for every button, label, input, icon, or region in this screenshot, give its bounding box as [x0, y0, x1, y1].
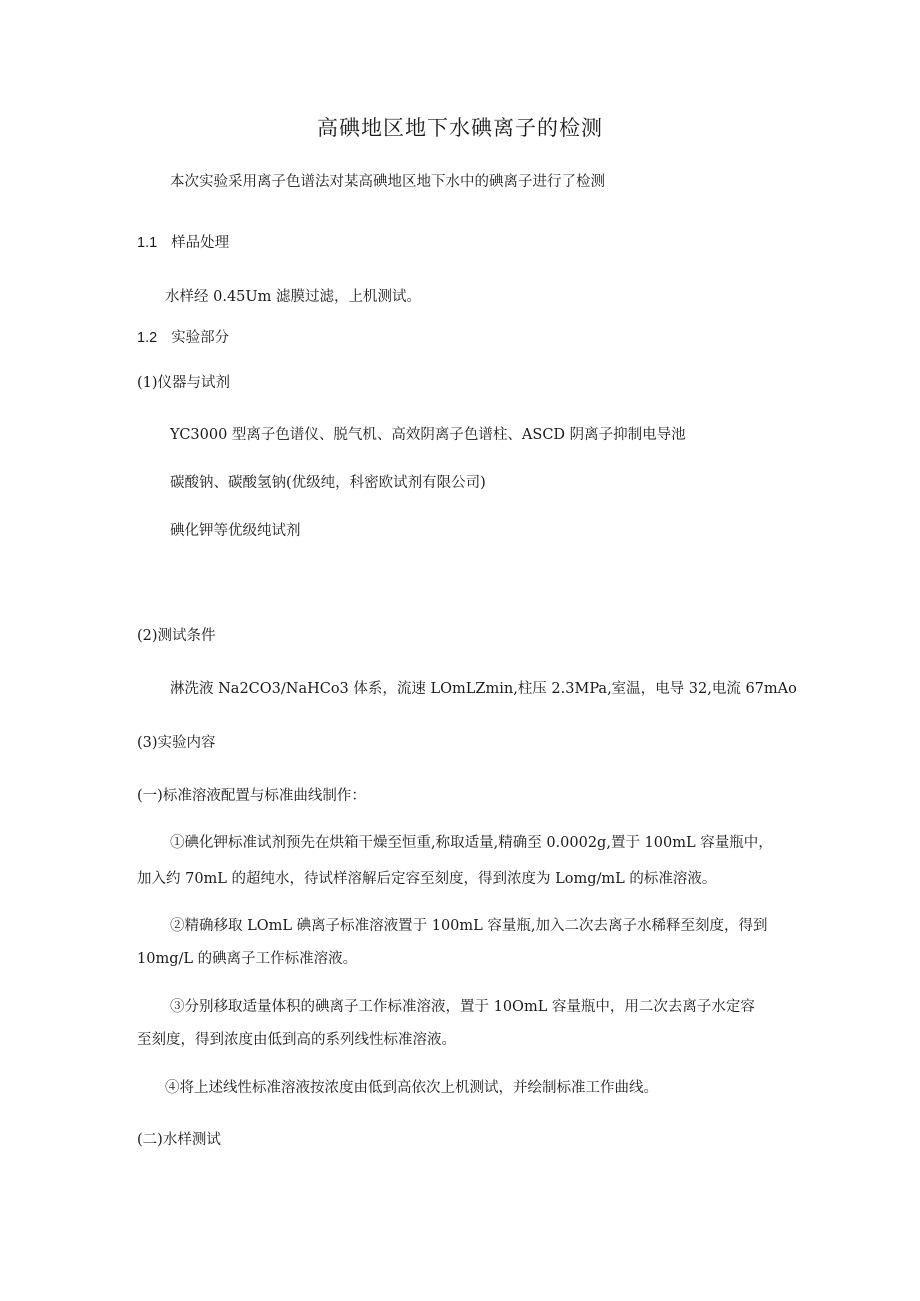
subsection-content-heading: (3)实验内容	[137, 735, 216, 751]
step-line: 加入约 70mL 的超纯水，待试样溶解后定容至刻度，得到浓度为 Lomg∕mL 的标准溶液。	[137, 871, 717, 887]
part-two-heading: (二)水样测试	[137, 1132, 221, 1148]
section-title: 样品处理	[171, 235, 230, 251]
reagent-line: 碘化钾等优级纯试剂	[170, 523, 301, 539]
step-line: ①碘化钾标准试剂预先在烘箱干燥至恒重,称取适量,精确至 0.0002g,置于 100mL 容量瓶中，	[170, 835, 773, 851]
reagent-line: 碳酸钠、碳酸氢钠(优级纯，科密欧试剂有限公司)	[170, 475, 486, 491]
section-number: 1.1	[137, 235, 158, 251]
step-line: ②精确移取 LOmL 碘离子标准溶液置于 100mL 容量瓶,加入二次去离子水稀释至刻度，得到	[170, 918, 768, 934]
section-1-2-heading	[137, 328, 229, 348]
part-one-heading: (一)标准溶液配置与标准曲线制作：	[137, 788, 366, 804]
step-line: 至刻度，得到浓度由低到高的系列线性标准溶液。	[137, 1032, 456, 1048]
test-conditions-text: 淋洗液 Na2CO3∕NaHCo3 体系，流速 LOmLZmin,柱压 2.3MPa,室温，电导 32,电流 67mAo	[170, 681, 797, 697]
section-number: 1.2	[137, 330, 158, 346]
step-line: 10mg∕L 的碘离子工作标准溶液。	[137, 951, 358, 967]
subsection-instruments-heading: (1)仪器与试剂	[137, 375, 231, 391]
step-line: ④将上述线性标准溶液按浓度由低到高依次上机测试，并绘制标准工作曲线。	[165, 1080, 658, 1096]
section-title: 实验部分	[171, 330, 230, 346]
document-title: 高碘地区地下水碘离子的检测	[317, 116, 603, 140]
subsection-conditions-heading: (2)测试条件	[137, 628, 216, 644]
step-line: ③分别移取适量体积的碘离子工作标准溶液，置于 10OmL 容量瓶中，用二次去离子水定容	[170, 999, 755, 1015]
instrument-line: YC3000 型离子色谱仪、脱气机、高效阴离子色谱柱、ASCD 阴离子抑制电导池	[170, 427, 686, 443]
section-1-1-heading	[137, 233, 229, 253]
intro-paragraph: 本次实验采用离子色谱法对某高碘地区地下水中的碘离子进行了检测	[170, 174, 605, 190]
sample-treatment-text: 水样经 0.45Um 滤膜过滤，上机测试。	[165, 289, 421, 305]
